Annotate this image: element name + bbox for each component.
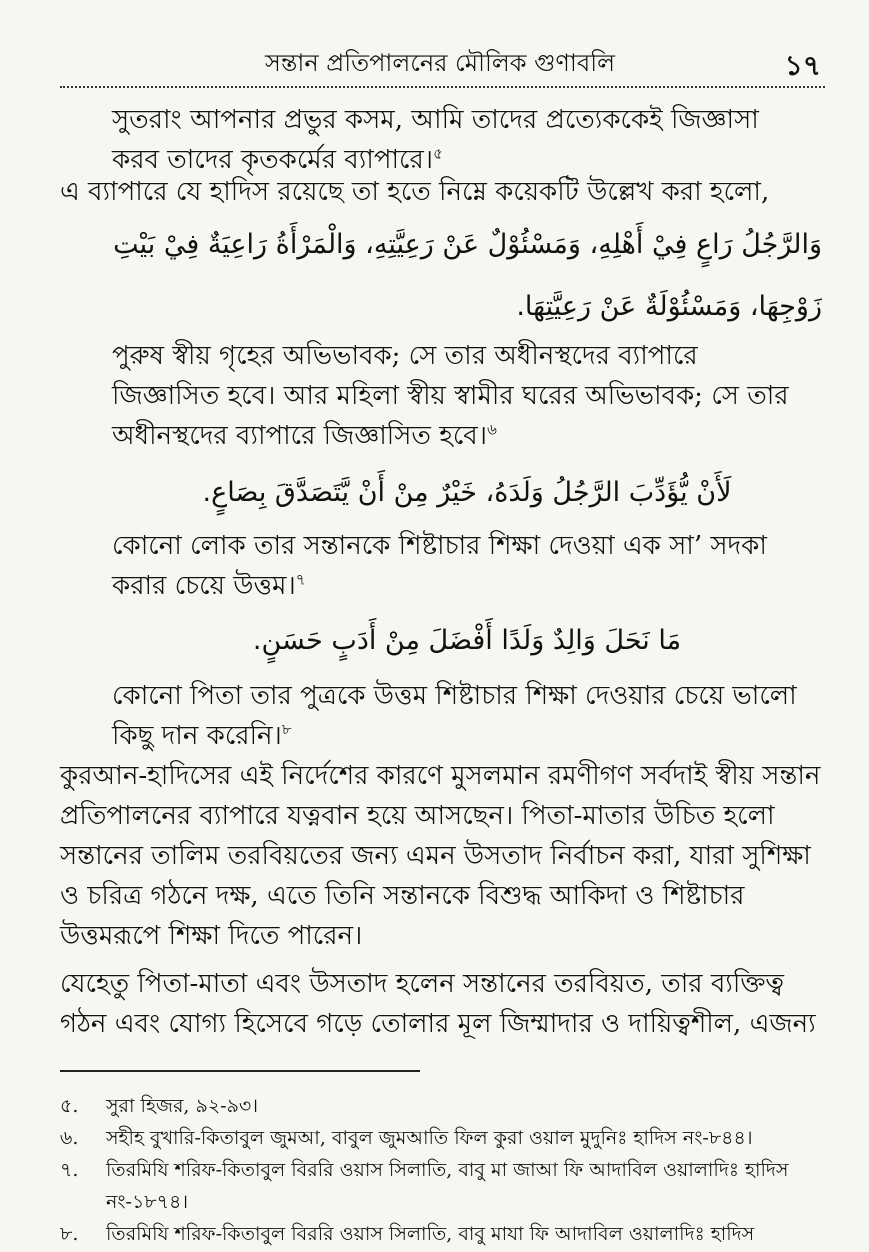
- arabic-hadith-3: مَا نَحَلَ وَالِدٌ وَلَدًا أَفْضَلَ مِنْ أَدَبٍ حَسَنٍ.: [252, 625, 682, 656]
- paragraph-text: কুরআন-হাদিসের এই নির্দেশের কারণে মুসলমান রমণীগণ সর্বদাই স্বীয় সন্তান প্রতিপালনের ব্যাপারে যত্নবান হয়ে আসছেন। পিতা-মাতার উচিত হলো সন্তানের তালিম তরবিয়তের জন্য এমন উসতাদ নির্বাচন করা, যারা সুশিক্ষা ও চরিত্র গঠনে দক্ষ, এতে তিনি সন্তানকে বিশুদ্ধ আকিদা ও শিষ্টাচার উত্তমরূপে শিক্ষা দিতে পারেন।: [60, 761, 821, 951]
- footnote: [60, 1154, 825, 1218]
- footnote-text: সুরা হিজর, ৯২-৯৩।: [106, 1095, 259, 1117]
- footnote: [60, 1090, 825, 1122]
- hadith-3-translation: [112, 676, 812, 756]
- footnote-number: ৮.: [60, 1223, 79, 1245]
- footnote-rule: [60, 1070, 420, 1072]
- paragraph-muslim-mothers: [60, 756, 825, 956]
- running-title: সন্তান প্রতিপালনের মৌলিক গুণাবলি: [265, 49, 615, 77]
- footnote-ref: ৬: [487, 420, 497, 439]
- hadith-2-translation: [112, 526, 812, 606]
- paragraph-text: এ ব্যাপারে যে হাদিস রয়েছে তা হতে নিম্নে কয়েকটি উল্লেখ করা হলো,: [60, 177, 770, 207]
- footnote: [60, 1218, 825, 1250]
- footnote: [60, 1122, 825, 1154]
- footnote-text: তিরমিযি শরিফ-কিতাবুল বিররি ওয়াস সিলাতি, বাবু মা জাআ ফি আদাবিল ওয়ালাদিঃ হাদিস নং-১৮৭৪।: [106, 1159, 789, 1213]
- header-rule: [60, 86, 825, 88]
- quran-translation: [112, 100, 812, 180]
- page-number: ১৭: [784, 49, 821, 82]
- paragraph-text: সুতরাং আপনার প্রভুর কসম, আমি তাদের প্রত্যেককেই জিজ্ঞাসা করব তাদের কৃতকর্মের ব্যাপারে।: [112, 105, 759, 175]
- footnote-ref: ৫: [433, 144, 443, 163]
- arabic-hadith-1: وَالرَّجُلُ رَاعٍ فِيْ أَهْلِهِ، وَمَسْئُوْلٌ عَنْ رَعِيَّتِهِ، وَالْمَرْأَةُ رَاعِيَةٌ فِيْ بَيْتِ زَوْجِهَا، وَمَسْئُوْلَةٌ عَنْ رَعِيَّتِهَا.: [113, 229, 822, 322]
- paragraph-text: কোনো পিতা তার পুত্রকে উত্তম শিষ্টাচার শিক্ষা দেওয়ার চেয়ে ভালো কিছু দান করেনি।: [112, 681, 797, 751]
- paragraph-text: যেহেতু পিতা-মাতা এবং উসতাদ হলেন সন্তানের তরবিয়ত, তার ব্যক্তিত্ব গঠন এবং যোগ্য হিসেবে গড়ে তোলার মূল জিম্মাদার ও দায়িত্বশীল, এজন্য: [60, 969, 816, 1039]
- arabic-hadith-2: لَأَنْ يُّؤَدِّبَ الرَّجُلُ وَلَدَهُ، خَيْرٌ مِنْ أَنْ يَّتَصَدَّقَ بِصَاعٍ.: [202, 477, 732, 508]
- footnote-ref: ৮: [281, 720, 292, 739]
- footnote-text: সহীহ বুখারি-কিতাবুল জুমআ, বাবুল জুমআতি ফিল কুরা ওয়াল মুদুনিঃ হাদিস নং-৮৪৪।: [106, 1127, 753, 1149]
- footnote-number: ৭.: [60, 1159, 79, 1181]
- paragraph-parents-teachers: [60, 964, 825, 1044]
- footnote-number: ৬.: [60, 1127, 79, 1149]
- footnote-text: তিরমিযি শরিফ-কিতাবুল বিররি ওয়াস সিলাতি, বাবু মাযা ফি আদাবিল ওয়ালাদিঃ হাদিস: [106, 1223, 755, 1245]
- footnote-ref: ৭: [295, 570, 306, 589]
- paragraph-text: কোনো লোক তার সন্তানকে শিষ্টাচার শিক্ষা দেওয়া এক সা’ সদকা করার চেয়ে উত্তম।: [112, 531, 767, 601]
- footnotes: [60, 1090, 825, 1250]
- paragraph-text: পুরুষ স্বীয় গৃহের অভিভাবক; সে তার অধীনস্থদের ব্যাপারে জিজ্ঞাসিত হবে। আর মহিলা স্বীয় স্বামীর ঘরের অভিভাবক; সে তার অধীনস্থদের ব্যাপারে জিজ্ঞাসিত হবে।: [112, 341, 789, 451]
- footnote-number: ৫.: [60, 1095, 79, 1117]
- hadith-intro: [60, 172, 825, 212]
- hadith-1-translation: [112, 336, 812, 456]
